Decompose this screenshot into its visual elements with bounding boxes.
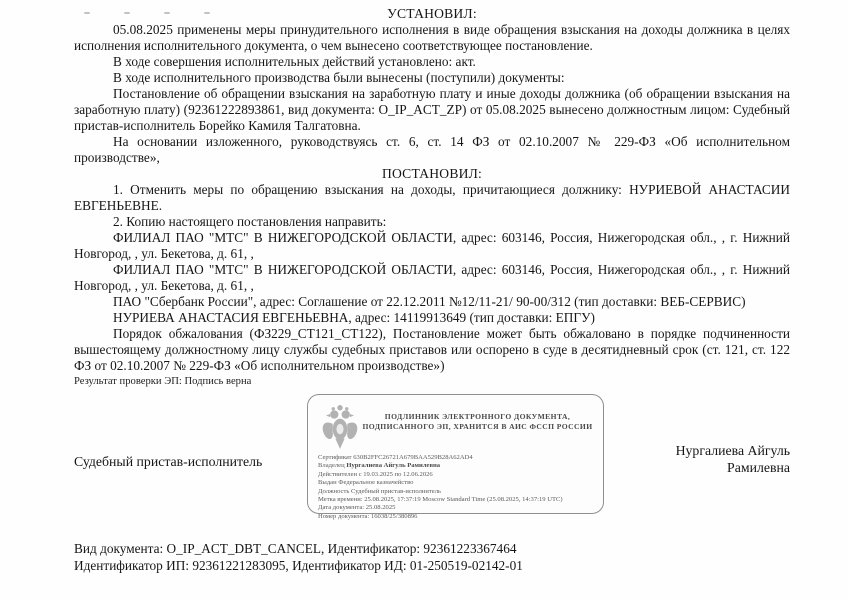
electronic-signature-stamp: [307, 394, 604, 520]
heading-ustanovil: УСТАНОВИЛ:: [387, 6, 477, 21]
paragraph: В ходе совершения исполнительных действий установлено: акт.: [113, 54, 476, 69]
signature-row: [74, 394, 790, 522]
footer-doc-ids-line: Идентификатор ИП: 92361221283095, Идентификатор ИД: 01-250519-02142-01: [74, 558, 523, 573]
cutoff-text-artifact: [84, 1, 244, 4]
stamp-position-line: Должность Судебный пристав-исполнитель: [318, 487, 442, 495]
stamp-header-line1: ПОДЛИННИК ЭЛЕКТРОННОГО ДОКУМЕНТА,: [384, 412, 571, 421]
paragraph: 05.08.2025 применены меры принудительного исполнения в виде обращения взыскания на доходы должника в целях исполнения исполнительного документа, о чем вынесено соответствующее постановление.: [74, 22, 790, 53]
paragraph: 1. Отменить меры по обращению взыскания на доходы, причитающиеся должнику: НУРИЕВОЙ АНАСТАСИИ ЕВГЕНЬЕВНЕ.: [74, 182, 790, 213]
stamp-validity-line: Действителен с 19.03.2025 по 12.06.2026: [318, 470, 433, 478]
stamp-certificate-details: [318, 454, 593, 521]
paragraph: На основании изложенного, руководствуясь ст. 6, ст. 14 ФЗ от 02.10.2007 № 229-ФЗ «Об исполнительном производстве»,: [74, 134, 790, 165]
paragraph: В ходе исполнительного производства были вынесены (поступили) документы:: [113, 70, 565, 85]
document-footer: [0, 522, 848, 574]
stamp-cert-line: Сертификат 630B2FFC26721A679BAA529B28A62AD4: [318, 454, 473, 461]
paragraph: ФИЛИАЛ ПАО "МТС" В НИЖЕГОРОДСКОЙ ОБЛАСТИ, адрес: 603146, Россия, Нижегородская обл., , г. Нижний Новгород, , ул. Бекетова, д. 61, ,: [74, 262, 790, 293]
paragraph: 2. Копию настоящего постановления направить:: [113, 214, 387, 229]
ep-check-result: Результат проверки ЭП: Подпись верна: [74, 376, 252, 387]
paragraph: НУРИЕВА АНАСТАСИЯ ЕВГЕНЬЕВНА, адрес: 14119913649 (тип доставки: ЕПГУ): [113, 310, 595, 325]
stamp-owner-line: Владелец Нургалиева Айгуль Рамилевна: [318, 462, 441, 470]
footer-doc-type-line: Вид документа: O_IP_ACT_DBT_CANCEL, Идентификатор: 92361223367464: [74, 541, 517, 556]
stamp-issuer-line: Выдан Федеральное казначейство: [318, 479, 414, 487]
signer-right-name: Нургалиева Айгуль Рамилевна: [675, 443, 790, 475]
signer-right-name-block: [604, 394, 790, 522]
paragraph: Постановление об обращении взыскания на заработную плату и иные доходы должника (об обращении взыскания на заработную плату) (92361222893861, вид документа: O_IP_ACT_ZP) от 05.08.2025 вынесено должностным лицом: Судебный пристав-исполнитель Борейко Камиля Талгатовна.: [74, 86, 790, 133]
stamp-header: [362, 402, 593, 432]
paragraph: Порядок обжалования (ФЗ229_СТ121_СТ122), Постановление может быть обжаловано в порядке подчиненности вышестоящему должностному лицу службы судебных приставов или оспорено в суде в десятидневный срок (ст. 121, ст. 122 ФЗ от 02.10.2007 № 229-ФЗ «Об исполнительном производстве»): [74, 326, 790, 373]
paragraph: ФИЛИАЛ ПАО "МТС" В НИЖЕГОРОДСКОЙ ОБЛАСТИ, адрес: 603146, Россия, Нижегородская обл., , г. Нижний Новгород, , ул. Бекетова, д. 61, ,: [74, 230, 790, 261]
paragraph: ПАО "Сбербанк России", адрес: Соглашение от 22.12.2011 №12/11-21/ 90-00/312 (тип доставки: ВЕБ-СЕРВИС): [113, 294, 746, 309]
heading-postanovil: ПОСТАНОВИЛ:: [381, 166, 483, 181]
stamp-timestamp-line: Метка времени: 25.08.2025, 17:37:19 Moscow Standard Time (25.08.2025, 14:37:19 UTC): [318, 496, 563, 504]
stamp-doc-number-line: Номер документа: 16038/25/380896: [318, 512, 418, 520]
stamp-doc-date-line: Дата документа: 25.08.2025: [318, 504, 396, 512]
signer-left-label: Судебный пристав-исполнитель: [74, 454, 263, 469]
stamp-header-line2: ПОДПИСАННОГО ЭП, ХРАНИТСЯ В АИС ФССП РОССИИ: [362, 422, 593, 431]
coat-of-arms-icon: [318, 402, 362, 452]
